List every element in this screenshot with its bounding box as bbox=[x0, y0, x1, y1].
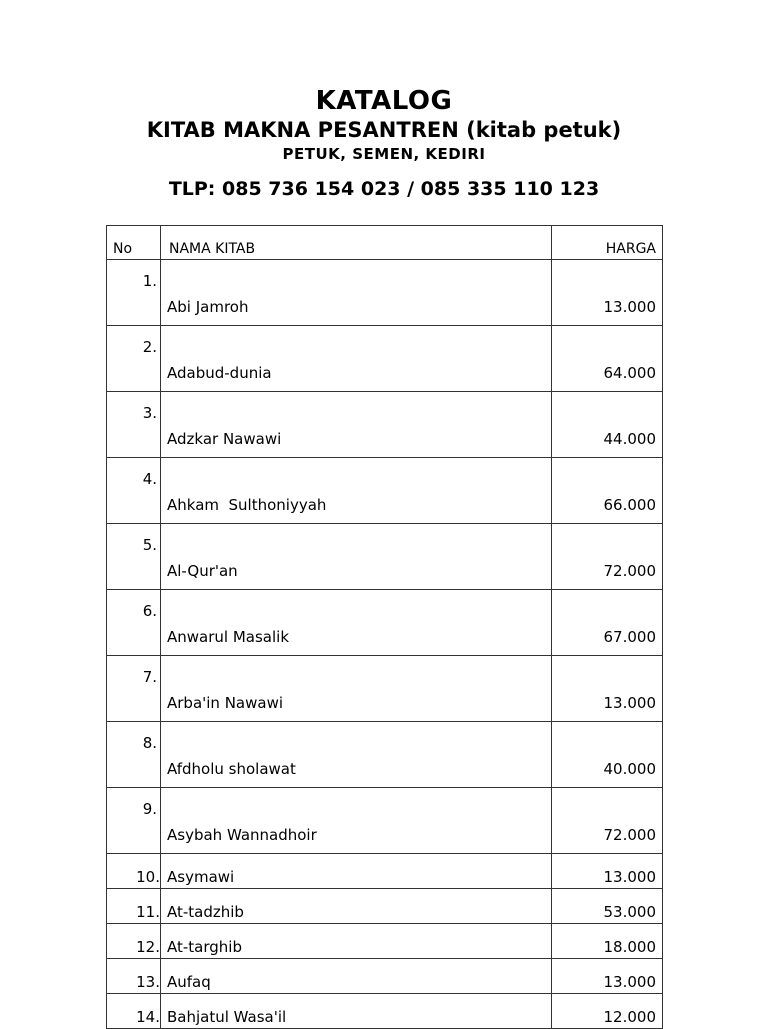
table-row bbox=[107, 392, 663, 458]
book-price: 72.000 bbox=[552, 788, 663, 854]
catalog-location: PETUK, SEMEN, KEDIRI bbox=[282, 145, 486, 163]
table-row bbox=[107, 722, 663, 788]
row-number: 13. bbox=[107, 959, 161, 994]
row-number: 2. bbox=[107, 326, 161, 392]
table-row bbox=[107, 959, 663, 994]
row-number: 7. bbox=[107, 656, 161, 722]
book-price: 72.000 bbox=[552, 524, 663, 590]
table-row bbox=[107, 656, 663, 722]
table-row bbox=[107, 854, 663, 889]
column-header-no: No bbox=[107, 226, 161, 260]
book-name: Asybah Wannadhoir bbox=[161, 788, 552, 854]
catalog-title: KATALOG bbox=[315, 86, 453, 116]
table-row bbox=[107, 889, 663, 924]
book-price: 44.000 bbox=[552, 392, 663, 458]
book-price: 13.000 bbox=[552, 959, 663, 994]
book-price: 40.000 bbox=[552, 722, 663, 788]
column-header-price: HARGA bbox=[552, 226, 663, 260]
book-name: Afdholu sholawat bbox=[161, 722, 552, 788]
table-row bbox=[107, 524, 663, 590]
book-name: At-targhib bbox=[161, 924, 552, 959]
book-name: Ahkam Sulthoniyyah bbox=[161, 458, 552, 524]
book-name: Abi Jamroh bbox=[161, 260, 552, 326]
book-price: 64.000 bbox=[552, 326, 663, 392]
table-row bbox=[107, 326, 663, 392]
row-number: 10. bbox=[107, 854, 161, 889]
row-number: 8. bbox=[107, 722, 161, 788]
table-row bbox=[107, 458, 663, 524]
book-price: 13.000 bbox=[552, 260, 663, 326]
row-number: 6. bbox=[107, 590, 161, 656]
book-price: 66.000 bbox=[552, 458, 663, 524]
row-number: 5. bbox=[107, 524, 161, 590]
table-row bbox=[107, 260, 663, 326]
catalog-phone: TLP: 085 736 154 023 / 085 335 110 123 bbox=[168, 178, 600, 200]
book-name: Asymawi bbox=[161, 854, 552, 889]
book-name: Adzkar Nawawi bbox=[161, 392, 552, 458]
book-price: 53.000 bbox=[552, 889, 663, 924]
table-row bbox=[107, 994, 663, 1029]
row-number: 3. bbox=[107, 392, 161, 458]
book-name: Anwarul Masalik bbox=[161, 590, 552, 656]
catalog-table-wrapper bbox=[106, 225, 662, 1029]
book-price: 13.000 bbox=[552, 656, 663, 722]
book-name: Al-Qur'an bbox=[161, 524, 552, 590]
book-price: 12.000 bbox=[552, 994, 663, 1029]
row-number: 4. bbox=[107, 458, 161, 524]
book-name: Bahjatul Wasa'il bbox=[161, 994, 552, 1029]
book-name: Adabud-dunia bbox=[161, 326, 552, 392]
row-number: 9. bbox=[107, 788, 161, 854]
row-number: 14. bbox=[107, 994, 161, 1029]
row-number: 12. bbox=[107, 924, 161, 959]
table-row bbox=[107, 590, 663, 656]
book-price: 13.000 bbox=[552, 854, 663, 889]
table-header-row bbox=[107, 226, 663, 260]
catalog-subtitle: KITAB MAKNA PESANTREN (kitab petuk) bbox=[146, 118, 622, 142]
book-name: Arba'in Nawawi bbox=[161, 656, 552, 722]
book-name: Aufaq bbox=[161, 959, 552, 994]
table-row bbox=[107, 788, 663, 854]
book-name: At-tadzhib bbox=[161, 889, 552, 924]
book-price: 18.000 bbox=[552, 924, 663, 959]
column-header-name: NAMA KITAB bbox=[161, 226, 552, 260]
row-number: 1. bbox=[107, 260, 161, 326]
table-row bbox=[107, 924, 663, 959]
catalog-table bbox=[106, 225, 663, 1029]
row-number: 11. bbox=[107, 889, 161, 924]
book-price: 67.000 bbox=[552, 590, 663, 656]
